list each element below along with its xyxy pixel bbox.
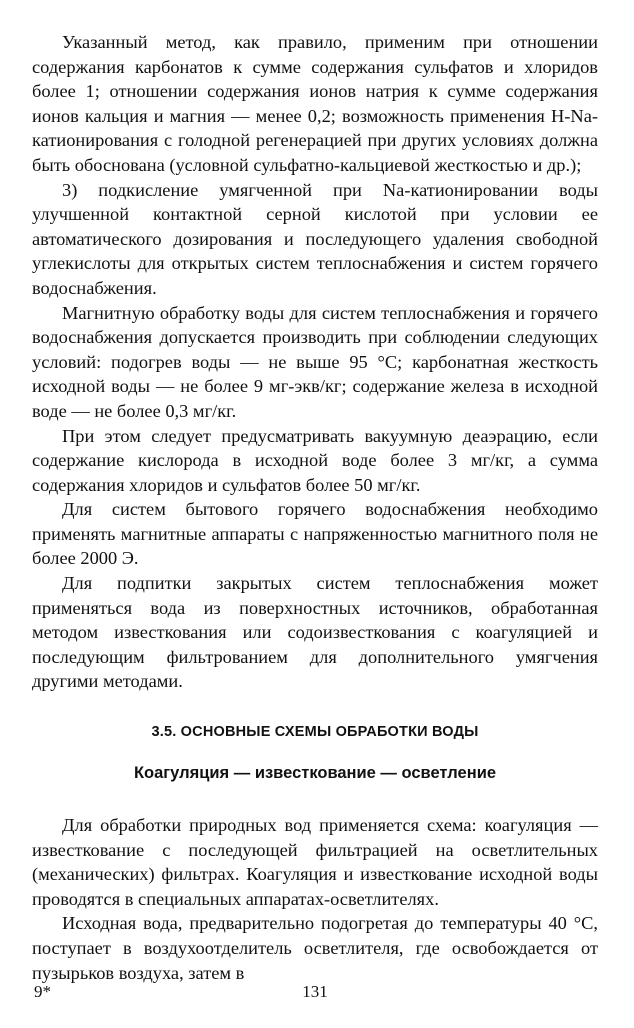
paragraph-acidification: 3) подкисление умягченной при Na-катионировании воды улучшенной контактной серной кислотой при условии ее автоматического дозирования и последующего удаления свободной углекислоты для открытых систем теплоснабжения и систем горячего водоснабжения. (32, 179, 598, 298)
section-heading: 3.5. ОСНОВНЫЕ СХЕМЫ ОБРАБОТКИ ВОДЫ (151, 724, 479, 741)
signature-mark: 9* (34, 982, 51, 1001)
sub-heading: Коагуляция — известкование — осветление (133, 764, 497, 783)
paragraph-magnetic-treatment: Магнитную обработку воды для систем теплоснабжения и горячего водоснабжения допускается производить при соблюдении следующих условий: подогрев воды — не выше 95 °С; карбонатная жесткость исходной воды — не более 9 мг-экв/кг; содержание железа в исходной воде — не более 0,3 мг/кг. (32, 302, 598, 421)
paragraph-magnetic-apparatus: Для систем бытового горячего водоснабжения необходимо применять магнитные аппараты с напряженностью магнитного поля не более 2000 Э. (32, 499, 598, 569)
paragraph-treatment-scheme: Для обработки природных вод применяется схема: коагуляция — известкование с последующей фильтрацией на осветлительных (механических) фильтрах. Коагуляция и известкование исходной воды проводятся в специальных аппаратах-осветлителях. (32, 815, 598, 909)
page-number: 131 (302, 982, 328, 1001)
paragraph-deaeration: При этом следует предусматривать вакуумную деаэрацию, если содержание кислорода в исходной воде более 3 мг/кг, а сумма содержания хлоридов и сульфатов более 50 мг/кг. (32, 425, 598, 495)
page-body (32, 30, 598, 985)
paragraph-source-water: Исходная вода, предварительно подогретая до температуры 40 °С, поступает в воздухоотделитель осветлителя, где освобождается от пузырьков воздуха, затем в (32, 913, 598, 983)
paragraph-makeup-water: Для подпитки закрытых систем теплоснабжения может применяться вода из поверхностных источников, обработанная методом известкования или содоизвесткования с коагуляцией и последующим фильтрованием для дополнительного умягчения другими методами. (32, 573, 598, 692)
paragraph-method-conditions: Указанный метод, как правило, применим при отношении содержания карбонатов к сумме содержания сульфатов и хлоридов более 1; отношении содержания ионов натрия к сумме содержания ионов кальция и магния — менее 0,2; возможность применения H-Na-катионирования с голодной регенерацией при других условиях должна быть обоснована (условной сульфатно-кальциевой жесткостью и др.); (32, 32, 598, 175)
